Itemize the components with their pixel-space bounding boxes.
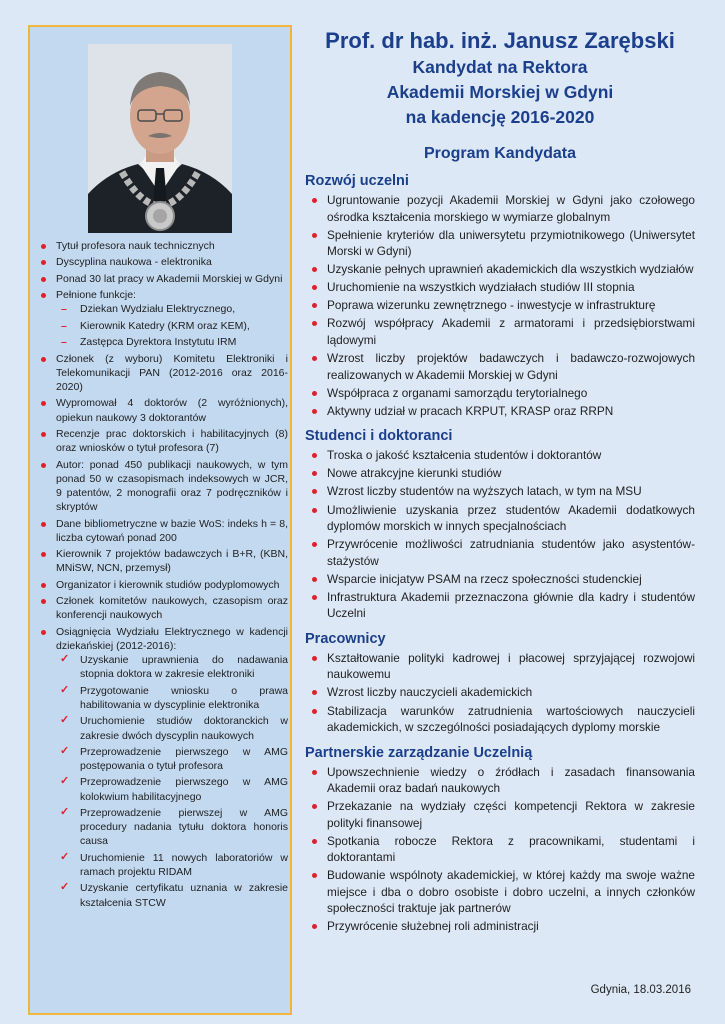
bio-item-text: Pełnione funkcje: [56, 289, 136, 302]
achievement-item [56, 684, 288, 712]
bio-item-text: Członek (z wyboru) Komitetu Elektroniki i Telekomunikacji PAN (2012-2016 oraz 2016-2020) [56, 352, 288, 393]
achievements-list [56, 653, 288, 910]
header-line-2: Akademii Morskiej w Gdyni [386, 82, 614, 102]
program-item: Współpraca z organami samorządu terytorialnego [305, 385, 695, 402]
program-item: Stabilizacja warunków zatrudnienia wartościowych nauczycieli akademickich, w szczególności posiadających dyplomy morskie [305, 703, 695, 736]
checkmark-icon: ✓ [60, 850, 70, 863]
program-item: Rozwój współpracy Akademii z armatorami i przedsiębiorstwami lądowymi [305, 315, 695, 348]
program-title: Program Kandydata [423, 145, 577, 162]
bio-item [36, 255, 288, 269]
checkmark-icon: ✓ [60, 881, 70, 894]
header-line-3: na kadencję 2016-2020 [405, 107, 595, 127]
bio-item [36, 458, 288, 515]
candidate-name: Prof. dr hab. inż. Janusz Zarębski [325, 28, 675, 53]
program-item: Uruchomienie na wszystkich wydziałach studiów III stopnia [305, 279, 695, 296]
program-item: Ugruntowanie pozycji Akademii Morskiej w Gdyni jako czołowego ośrodka kształcenia morskiego w wymiarze globalnym [305, 192, 695, 225]
bio-item [36, 272, 288, 286]
bio-item [36, 578, 288, 592]
program-item: Aktywny udział w pracach KRPUT, KRASP oraz RRPN [305, 403, 695, 420]
section-title: Partnerskie zarządzanie Uczelnią [305, 744, 533, 761]
bio-item-text: Autor: ponad 450 publikacji naukowych, w tym ponad 50 w czasopismach indeksowych w JCR, 9 patentów, 2 monografii oraz 7 podręczników i skryptów [56, 458, 288, 514]
program-item: Troska o jakość kształcenia studentów i doktorantów [305, 447, 695, 464]
program-item: Wzrost liczby nauczycieli akademickich [305, 684, 695, 701]
main-content [305, 27, 695, 943]
candidate-photo [88, 44, 232, 233]
section-title: Pracownicy [305, 630, 386, 647]
achievement-item-text: Uzyskanie uprawnienia do nadawania stopnia doktora w zakresie elektroniki [80, 654, 288, 681]
footer-date: Gdynia, 18.03.2016 [590, 984, 691, 996]
bio-item-text: Członek komitetów naukowych, czasopism oraz konferencji naukowych [56, 595, 288, 622]
bio-item-text: Dane bibliometryczne w bazie WoS: indeks h = 8, liczba cytowań ponad 200 [56, 517, 288, 544]
bio-item-text: Wypromował 4 doktorów (2 wyróżnionych), opiekun naukowy 3 doktorantów [56, 397, 288, 424]
dash-icon: – [61, 319, 67, 332]
biography-list [36, 239, 288, 912]
program-item: Przywrócenie możliwości zatrudniania studentów jako asystentów-stażystów [305, 536, 695, 569]
program-item: Umożliwienie uzyskania przez studentów Akademii dodatkowych dyplomów morskich w innych specjalnościach [305, 502, 695, 535]
program-item: Wzrost liczby projektów badawczych i badawczo-rozwojowych realizowanych w Akademii Morskiej w Gdyni [305, 350, 695, 383]
section-list [305, 192, 695, 419]
bio-item [36, 352, 288, 395]
bio-item [36, 625, 288, 910]
program-item: Wsparcie inicjatyw PSAM na rzecz społeczności studenckiej [305, 571, 695, 588]
program-item: Spotkania robocze Rektora z pracownikami, studentami i doktorantami [305, 833, 695, 866]
function-item-text: Dziekan Wydziału Elektrycznego, [80, 303, 236, 316]
bio-item-text: Organizator i kierownik studiów podyplomowych [56, 578, 280, 591]
dash-icon: – [61, 303, 67, 316]
achievement-item-text: Przeprowadzenie pierwszej w AMG procedury nadania tytułu doktora honoris causa [80, 807, 288, 848]
program-item: Upowszechnienie wiedzy o źródłach i zasadach finansowania Akademii oraz badań naukowych [305, 764, 695, 797]
section-list [305, 650, 695, 736]
achievement-item [56, 745, 288, 773]
program-item: Budowanie wspólnoty akademickiej, w której każdy ma swoje ważne miejsce i dba o dobro osobiste i dobro uczelni, a innych członków społeczności traktuje jak partnerów [305, 867, 695, 917]
program-item: Nowe atrakcyjne kierunki studiów [305, 465, 695, 482]
checkmark-icon: ✓ [60, 806, 70, 819]
achievement-item-text: Przygotowanie wniosku o prawa habilitowania w dyscyplinie elektronika [80, 684, 288, 711]
achievement-item [56, 851, 288, 879]
achievement-item [56, 881, 288, 909]
program-item: Poprawa wizerunku zewnętrznego - inwestycje w infrastrukturę [305, 297, 695, 314]
checkmark-icon: ✓ [60, 683, 70, 696]
header-line-1: Kandydat na Rektora [412, 57, 588, 77]
achievement-item-text: Uruchomienie studiów doktoranckich w zakresie dwóch dyscyplin naukowych [80, 715, 288, 742]
bio-item-text: Osiągnięcia Wydziału Elektrycznego w kadencji dziekańskiej (2012-2016): [56, 625, 288, 652]
bio-item-text: Recenzje prac doktorskich i habilitacyjnych (8) oraz wniosków o tytuł profesora (7) [56, 427, 288, 455]
program-item: Przekazanie na wydziały części kompetencji Rektora w zakresie polityki finansowej [305, 798, 695, 831]
achievement-item [56, 775, 288, 803]
achievement-item-text: Przeprowadzenie pierwszego w AMG postępowania o tytuł profesora [80, 745, 288, 773]
program-item: Kształtowanie polityki kadrowej i płacowej sprzyjającej rozwojowi naukowemu [305, 650, 695, 683]
program-item: Uzyskanie pełnych uprawnień akademickich dla wszystkich wydziałów [305, 261, 695, 278]
bio-item-text: Ponad 30 lat pracy w Akademii Morskiej w Gdyni [56, 272, 283, 285]
function-item-text: Zastępca Dyrektora Instytutu IRM [80, 336, 237, 349]
achievement-item-text: Przeprowadzenie pierwszego w AMG kolokwium habilitacyjnego [80, 776, 288, 803]
function-item [56, 319, 288, 333]
program-item: Wzrost liczby studentów na wyższych latach, w tym na MSU [305, 483, 695, 500]
bio-item [36, 288, 288, 349]
function-item-text: Kierownik Katedry (KRM oraz KEM), [80, 319, 250, 332]
bio-item-text: Dyscyplina naukowa - elektronika [56, 256, 212, 269]
section-list [305, 764, 695, 935]
function-item [56, 335, 288, 349]
program-item: Infrastruktura Akademii przeznaczona głównie dla kadry i studentów Uczelni [305, 589, 695, 622]
program-sections [305, 172, 695, 935]
achievement-item-text: Uruchomienie 11 nowych laboratoriów w ramach projektu RIDAM [80, 851, 288, 879]
achievement-item [56, 653, 288, 681]
achievement-item-text: Uzyskanie certyfikatu uznania w zakresie kształcenia STCW [80, 882, 288, 909]
section-list [305, 447, 695, 622]
program-item: Przywrócenie służebnej roli administracji [305, 918, 695, 935]
bio-item [36, 396, 288, 424]
achievement-item [56, 714, 288, 742]
dash-icon: – [61, 336, 67, 349]
program-item: Spełnienie kryteriów dla uniwersytetu przymiotnikowego (Uniwersytet Morski w Gdyni) [305, 227, 695, 260]
bio-item [36, 239, 288, 253]
section-title: Rozwój uczelni [305, 173, 409, 189]
bio-item [36, 517, 288, 545]
checkmark-icon: ✓ [60, 653, 70, 666]
bio-item-text: Kierownik 7 projektów badawczych i B+R, (KBN, MNiSW, NCN, przemysł) [56, 548, 288, 575]
candidate-portrait-image [88, 44, 232, 233]
checkmark-icon: ✓ [60, 744, 70, 757]
sidebar-panel [28, 25, 292, 1015]
function-item [56, 302, 288, 316]
achievement-item [56, 806, 288, 849]
checkmark-icon: ✓ [60, 775, 70, 788]
functions-list [56, 302, 288, 349]
bio-item [36, 427, 288, 455]
checkmark-icon: ✓ [60, 714, 70, 727]
bio-item [36, 594, 288, 622]
bio-item [36, 547, 288, 575]
bio-item-text: Tytuł profesora nauk technicznych [56, 240, 215, 252]
section-title: Studenci i doktoranci [305, 428, 453, 445]
